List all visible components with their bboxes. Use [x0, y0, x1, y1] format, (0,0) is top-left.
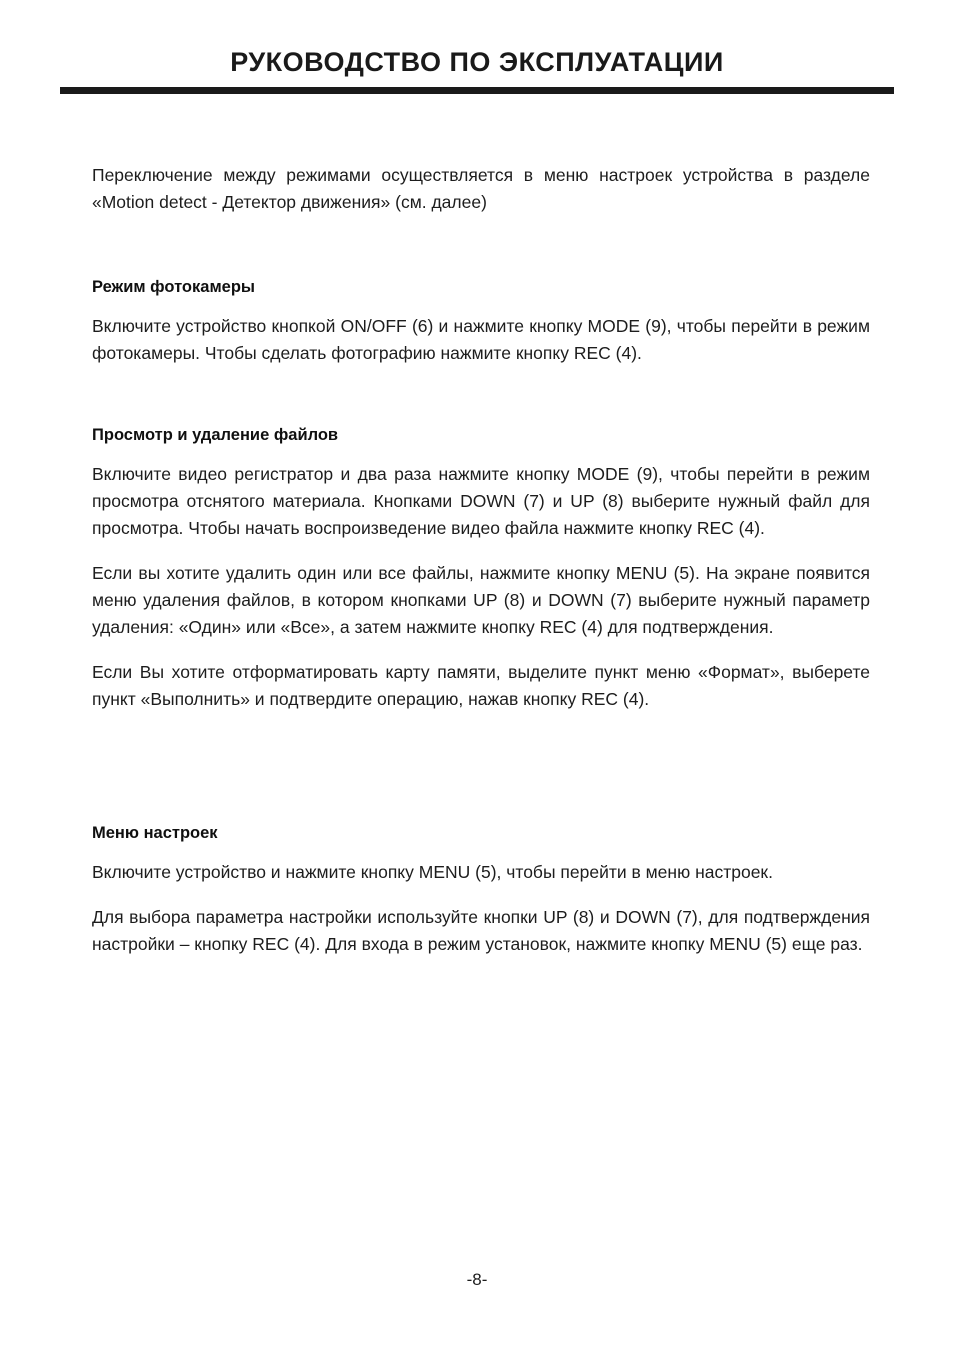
spacer: [92, 843, 870, 859]
page-footer: [0, 1270, 954, 1290]
section-heading-view-delete-files: Просмотр и удаление файлов: [92, 425, 339, 444]
spacer: [92, 886, 870, 904]
section-heading-settings-menu: Меню настроек: [92, 823, 218, 842]
section-paragraph: Включите устройство кнопкой ON/OFF (6) и нажмите кнопку MODE (9), чтобы перейти в режим фотокамеры. Чтобы сделать фотографию нажмите кнопку REC (4).: [92, 316, 870, 364]
spacer: [92, 368, 870, 426]
section-paragraph: Включите видео регистратор и два раза нажмите кнопку MODE (9), чтобы перейти в режим просмотра отснятого материала. Кнопками DOWN (7) и UP (8) выберите нужный файл для просмотра. Чтобы начать воспроизведение видео файла нажмите кнопку REC (4).: [92, 463, 870, 538]
spacer: [92, 714, 870, 824]
page-header: [60, 48, 894, 94]
spacer: [92, 216, 870, 278]
header-divider: [60, 87, 894, 94]
spacer: [92, 445, 870, 461]
section-paragraph: Включите устройство и нажмите кнопку MENU (5), чтобы перейти в меню настроек.: [92, 861, 773, 882]
intro-paragraph: Переключение между режимами осуществляется в меню настроек устройства в разделе «Motion detect - Детектор движения» (см. далее): [92, 165, 870, 213]
section-paragraph: Для выбора параметра настройки используйте кнопки UP (8) и DOWN (7), для подтверждения настройки – кнопку REC (4). Для входа в режим установок, нажмите кнопку MENU (5) еще раз.: [92, 906, 870, 954]
page-number: -8-: [466, 1270, 488, 1289]
spacer: [92, 542, 870, 560]
section-paragraph: Если Вы хотите отформатировать карту памяти, выделите пункт меню «Формат», выберете пункт «Выполнить» и подтвердите операцию, нажав кнопку REC (4).: [92, 662, 870, 710]
section-paragraph: Если вы хотите удалить один или все файлы, нажмите кнопку MENU (5). На экране появится меню удаления файлов, в котором кнопками UP (8) и DOWN (7) выберите нужный параметр удаления: «Один» или «Все», а затем нажмите кнопку REC (4) для подтверждения.: [92, 562, 870, 638]
spacer: [92, 297, 870, 313]
page-title: РУКОВОДСТВО ПО ЭКСПЛУАТАЦИИ: [230, 47, 724, 77]
page-content: [92, 162, 870, 958]
section-heading-photo-mode: Режим фотокамеры: [92, 278, 256, 297]
spacer: [92, 641, 870, 659]
